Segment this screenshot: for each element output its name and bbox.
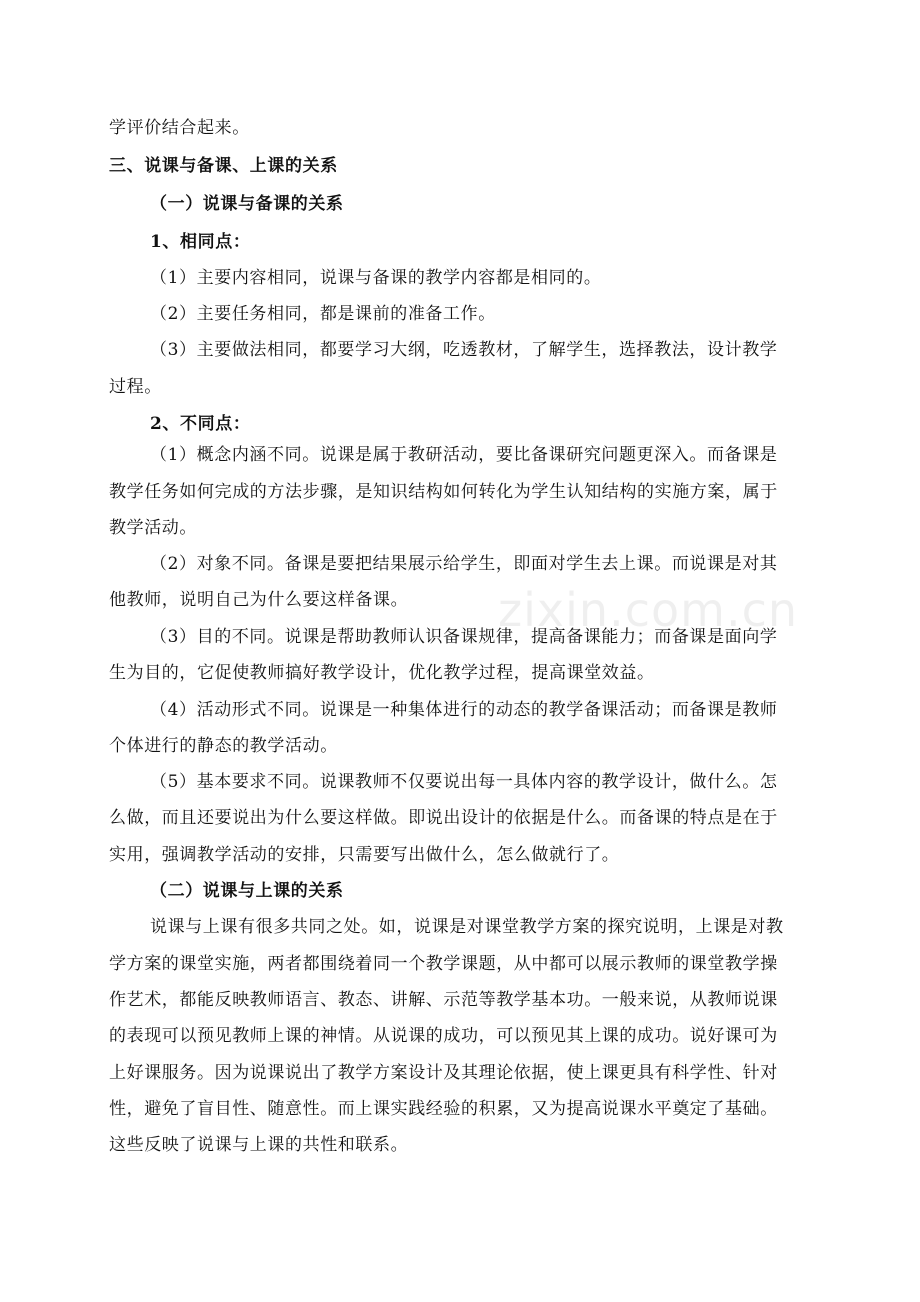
text-line: 个体进行的静态的教学活动。 (109, 736, 338, 756)
text-line: （5）基本要求不同。说课教师不仅要说出每一具体内容的教学设计，做什么。怎 (150, 772, 778, 792)
text-line: 作艺术，都能反映教师语言、教态、讲解、示范等教学基本功。一般来说，从教师说课 (109, 990, 778, 1010)
text-line: （1）概念内涵不同。说课是属于教研活动，要比备课研究问题更深入。而备课是 (150, 445, 778, 465)
point-heading: 1、相同点： (150, 232, 251, 252)
text-line: 过程。 (109, 377, 162, 397)
text-line: 学方案的课堂实施，两者都围绕着同一个教学课题，从中都可以展示教师的课堂教学操 (109, 954, 778, 974)
section-heading: 三、说课与备课、上课的关系 (109, 156, 338, 176)
subsection-heading: （二）说课与上课的关系 (150, 881, 344, 901)
text-line: （3）主要做法相同，都要学习大纲，吃透教材，了解学生，选择教法，设计教学 (150, 340, 778, 360)
watermark: zixin.com.cn (498, 583, 799, 637)
text-line: 么做，而且还要说出为什么要这样做。即说出设计的依据是什么。而备课的特点是在于 (109, 808, 778, 828)
text-line: 这些反映了说课与上课的共性和联系。 (109, 1135, 409, 1155)
text-line: （2）主要任务相同，都是课前的准备工作。 (150, 304, 496, 324)
point-heading: 2、不同点： (150, 414, 251, 434)
text-line: 教学活动。 (109, 518, 197, 538)
subsection-heading: （一）说课与备课的关系 (150, 194, 344, 214)
text-line: 性，避免了盲目性、随意性。而上课实践经验的积累，又为提高说课水平奠定了基础。 (109, 1099, 778, 1119)
text-line: （2）对象不同。备课是要把结果展示给学生，即面对学生去上课。而说课是对其 (150, 554, 778, 574)
text-line: 上好课服务。因为说课说出了教学方案设计及其理论依据，使上课更具有科学性、针对 (109, 1063, 778, 1083)
text-line: 的表现可以预见教师上课的神情。从说课的成功，可以预见其上课的成功。说好课可为 (109, 1026, 778, 1046)
text-line: （3）目的不同。说课是帮助教师认识备课规律，提高备课能力；而备课是面向学 (150, 627, 778, 647)
text-line: 生为目的，它促使教师搞好教学设计，优化教学过程，提高课堂效益。 (109, 663, 655, 683)
text-line: 他教师，说明自己为什么要这样备课。 (109, 590, 409, 610)
text-line: （4）活动形式不同。说课是一种集体进行的动态的教学备课活动；而备课是教师 (150, 700, 778, 720)
text-line: （1）主要内容相同，说课与备课的教学内容都是相同的。 (150, 268, 602, 288)
text-line: 学评价结合起来。 (109, 118, 250, 138)
text-line: 教学任务如何完成的方法步骤，是知识结构如何转化为学生认知结构的实施方案，属于 (109, 482, 778, 502)
text-line: 说课与上课有很多共同之处。如，说课是对课堂教学方案的探究说明，上课是对教 (150, 917, 784, 937)
text-line: 实用，强调教学活动的安排，只需要写出做什么，怎么做就行了。 (109, 845, 620, 865)
